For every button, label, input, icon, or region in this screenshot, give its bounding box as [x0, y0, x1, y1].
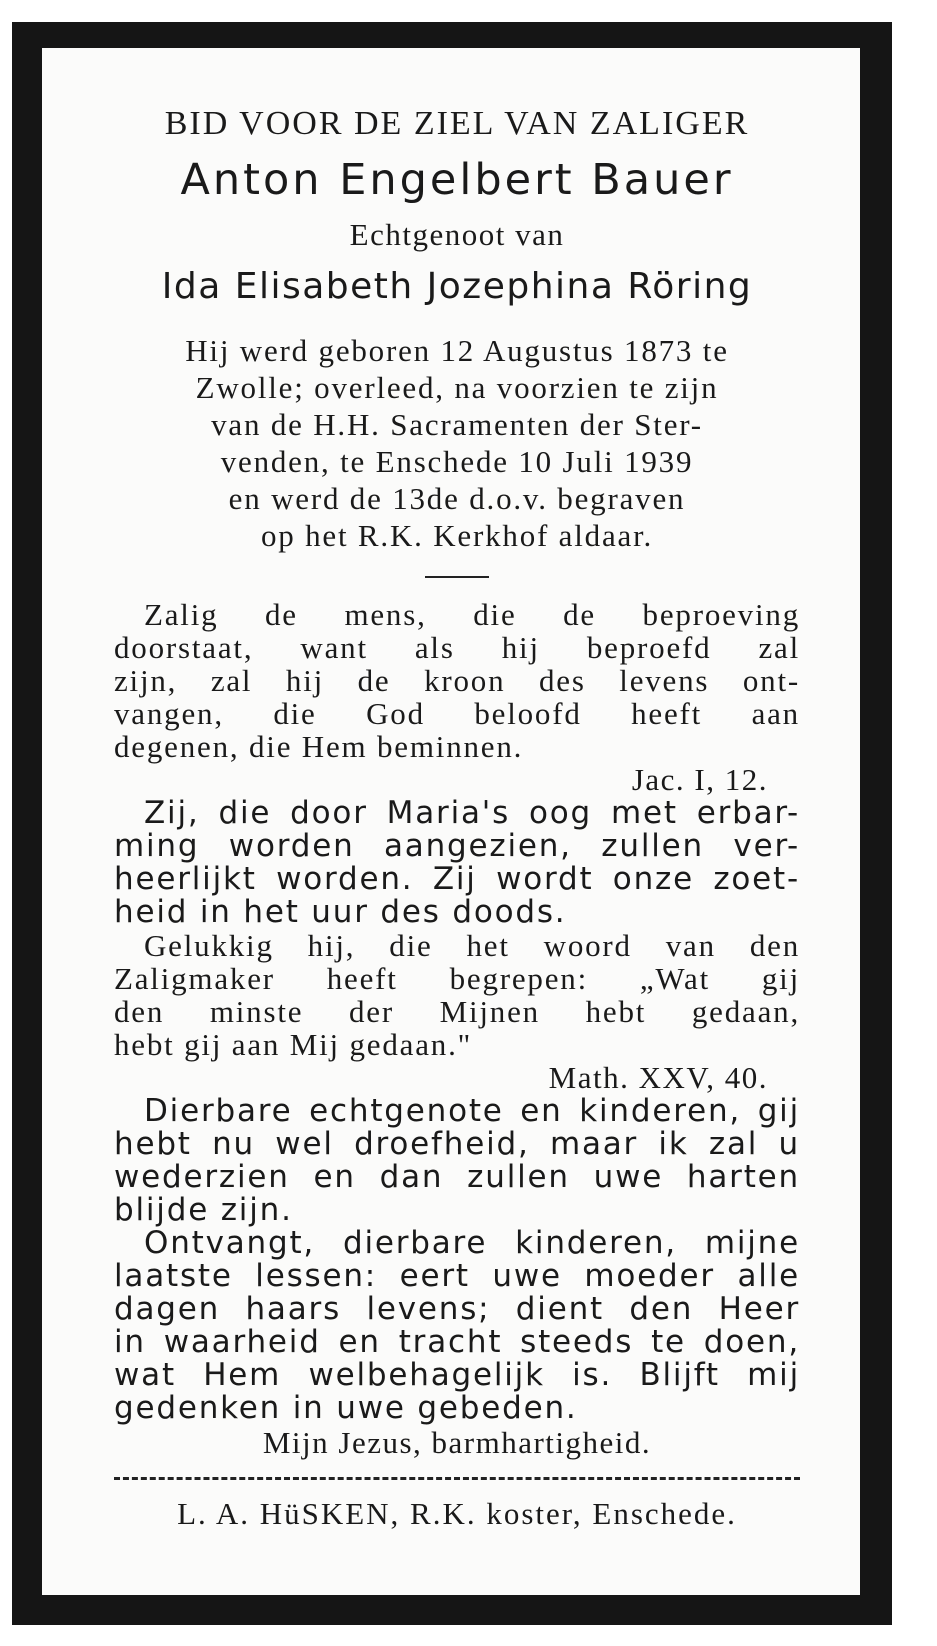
mourning-card [12, 22, 892, 1625]
printer-credit: L. A. HüSKEN, R.K. koster, Enschede. [177, 1496, 737, 1531]
quote-james [114, 598, 800, 763]
quote-line: blijde zijn. [114, 1192, 293, 1228]
quote-line: zijn, zal hij de kroon des levens ont- [114, 663, 800, 698]
footer-divider [114, 1477, 800, 1480]
quote-line: heerlijkt worden. Zij wordt onze zoet- [114, 861, 800, 897]
quote-line: Dierbare echtgenote en kinderen, gij [144, 1093, 800, 1129]
quote-line: hebt gij aan Mij gedaan." [114, 1027, 473, 1062]
quote-line: Gelukkig hij, die het woord van den [144, 928, 800, 963]
quote-line: den minste der Mijnen hebt gedaan, [114, 994, 800, 1029]
quote-line: Zalig de mens, die de beproeving [144, 597, 800, 632]
bio-line: Hij werd geboren 12 Augustus 1873 te [185, 333, 729, 368]
quote-line: degenen, die Hem beminnen. [114, 729, 524, 764]
quote-line: ming worden aangezien, zullen ver- [114, 828, 800, 864]
bio-line: venden, te Enschede 10 Juli 1939 [220, 444, 694, 479]
quote-line: Zij, die door Maria's oog met erbar- [144, 795, 800, 831]
spouse-label: Echtgenoot van [349, 217, 565, 252]
card-header: BID VOOR DE ZIEL VAN ZALIGER [164, 105, 750, 142]
quote-children [114, 1227, 800, 1425]
closing-prayer: Mijn Jezus, barmhartigheid. [262, 1425, 652, 1460]
quote-line: gedenken in uwe gebeden. [114, 1390, 578, 1426]
deceased-name: Anton Engelbert Bauer [180, 155, 734, 205]
spouse-name: Ida Elisabeth Jozephina Röring [161, 266, 753, 307]
quote-reference: Jac. I, 12. [631, 762, 768, 797]
quote-line: wederzien en dan zullen uwe harten [114, 1159, 800, 1195]
bio-line: en werd de 13de d.o.v. begraven [228, 481, 686, 516]
divider [425, 576, 489, 578]
card-paper [42, 48, 860, 1595]
biography [114, 332, 800, 554]
quote-reference: Math. XXV, 40. [548, 1060, 768, 1095]
quote-line: dagen haars levens; dient den Heer [114, 1291, 800, 1327]
quote-maria [114, 797, 800, 929]
bio-line: Zwolle; overleed, na voorzien te zijn [195, 370, 719, 405]
bio-line: van de H.H. Sacramenten der Ster- [211, 407, 703, 442]
quote-matthew [114, 929, 800, 1061]
quote-family [114, 1095, 800, 1227]
quote-line: in waarheid en tracht steeds te doen, [114, 1324, 800, 1360]
quote-line: hebt nu wel droefheid, maar ik zal u [114, 1126, 800, 1162]
quote-line: doorstaat, want als hij beproefd zal [114, 630, 800, 665]
quote-line: wat Hem welbehagelijk is. Blijft mij [114, 1357, 800, 1393]
quote-line: Ontvangt, dierbare kinderen, mijne [144, 1225, 800, 1261]
quote-line: laatste lessen: eert uwe moeder alle [114, 1258, 800, 1294]
quote-line: vangen, die God beloofd heeft aan [114, 696, 800, 731]
bio-line: op het R.K. Kerkhof aldaar. [260, 518, 654, 553]
quote-line: heid in het uur des doods. [114, 894, 567, 930]
quote-line: Zaligmaker heeft begrepen: „Wat gij [114, 961, 800, 996]
